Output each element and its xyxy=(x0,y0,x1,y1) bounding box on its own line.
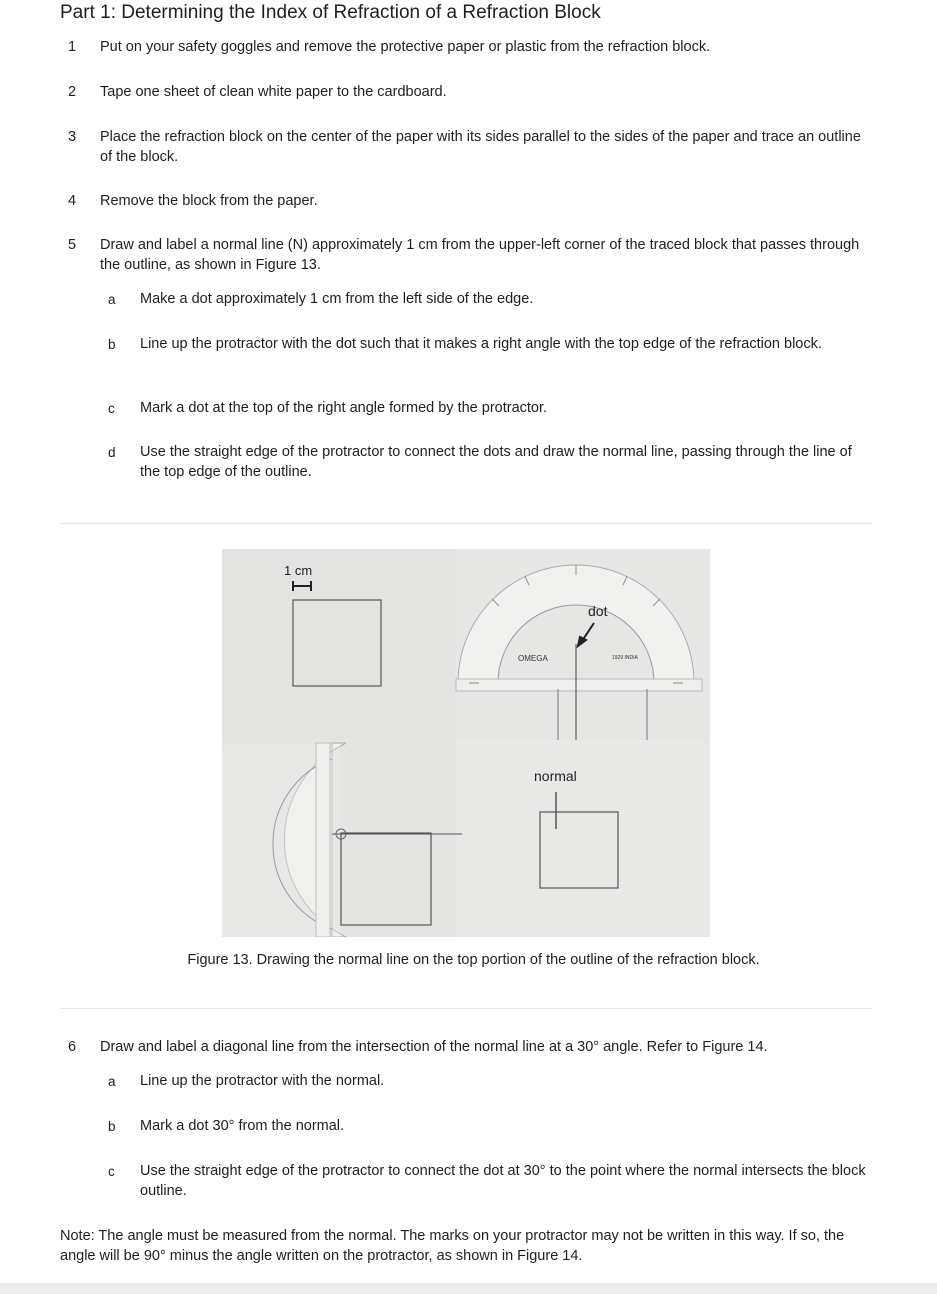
substep-letter: c xyxy=(108,1164,115,1179)
label-1cm: 1 cm xyxy=(284,563,313,578)
step-text: Place the refraction block on the center of the paper with its sides parallel to the sides of the paper and trace an outline of the block. xyxy=(100,129,861,165)
step-text: Put on your safety goggles and remove the protective paper or plastic from the refraction block. xyxy=(100,39,711,55)
protractor-brand: OMEGA xyxy=(518,654,548,663)
protractor-origin: 1929 INDIA xyxy=(612,655,638,661)
substep-text: Mark a dot at the top of the right angle formed by the protractor. xyxy=(140,400,548,416)
bottom-scroll-bar xyxy=(0,1283,937,1294)
label-normal: normal xyxy=(534,768,577,784)
substep-text: Line up the protractor with the normal. xyxy=(140,1073,385,1089)
substep-letter: d xyxy=(108,445,116,460)
substep-text: Line up the protractor with the dot such that it makes a right angle with the top edge of the refraction block. xyxy=(140,336,822,352)
substep-letter: a xyxy=(108,292,116,307)
step-number: 2 xyxy=(68,84,77,100)
divider xyxy=(60,1008,872,1009)
substep-letter: b xyxy=(108,337,116,352)
step-number: 6 xyxy=(68,1039,77,1055)
figure-caption: Figure 13. Drawing the normal line on the top portion of the outline of the refraction block. xyxy=(187,952,760,968)
note-text: Note: The angle must be measured from the normal. The marks on your protractor may not be written in this way. If so, the angle will be 90° minus the angle written on the protractor, as shown in Figure 14. xyxy=(60,1228,845,1264)
figure-illustration xyxy=(222,549,710,937)
substep-letter: b xyxy=(108,1119,116,1134)
panel-bottom-right xyxy=(456,740,710,937)
step-number: 5 xyxy=(68,237,77,253)
page-title: Part 1: Determining the Index of Refraction of a Refraction Block xyxy=(60,2,601,23)
substep-text: Mark a dot 30° from the normal. xyxy=(140,1118,345,1134)
label-dot: dot xyxy=(588,603,608,619)
step-number: 4 xyxy=(68,193,77,209)
substep-letter: c xyxy=(108,401,115,416)
step-text: Draw and label a diagonal line from the intersection of the normal line at a 30° angle. Refer to Figure 14. xyxy=(100,1039,768,1055)
step-text: Remove the block from the paper. xyxy=(100,193,318,209)
substep-text: Use the straight edge of the protractor to connect the dot at 30° to the point where the normal intersects the block outline. xyxy=(140,1163,866,1199)
step-text: Draw and label a normal line (N) approximately 1 cm from the upper-left corner of the traced block that passes through the outline, as shown in Figure 13. xyxy=(100,237,860,273)
substep-text: Make a dot approximately 1 cm from the left side of the edge. xyxy=(140,291,534,307)
protractor-left xyxy=(222,743,346,937)
step-number: 1 xyxy=(68,39,77,55)
panel-top-left xyxy=(222,549,456,740)
substep-letter: a xyxy=(108,1074,116,1089)
divider xyxy=(60,523,872,524)
step-text: Tape one sheet of clean white paper to the cardboard. xyxy=(100,84,447,100)
figure-13-image xyxy=(222,549,710,937)
step-number: 3 xyxy=(68,129,77,145)
substep-text: Use the straight edge of the protractor to connect the dots and draw the normal line, passing through the line of the top edge of the outline. xyxy=(140,444,852,480)
